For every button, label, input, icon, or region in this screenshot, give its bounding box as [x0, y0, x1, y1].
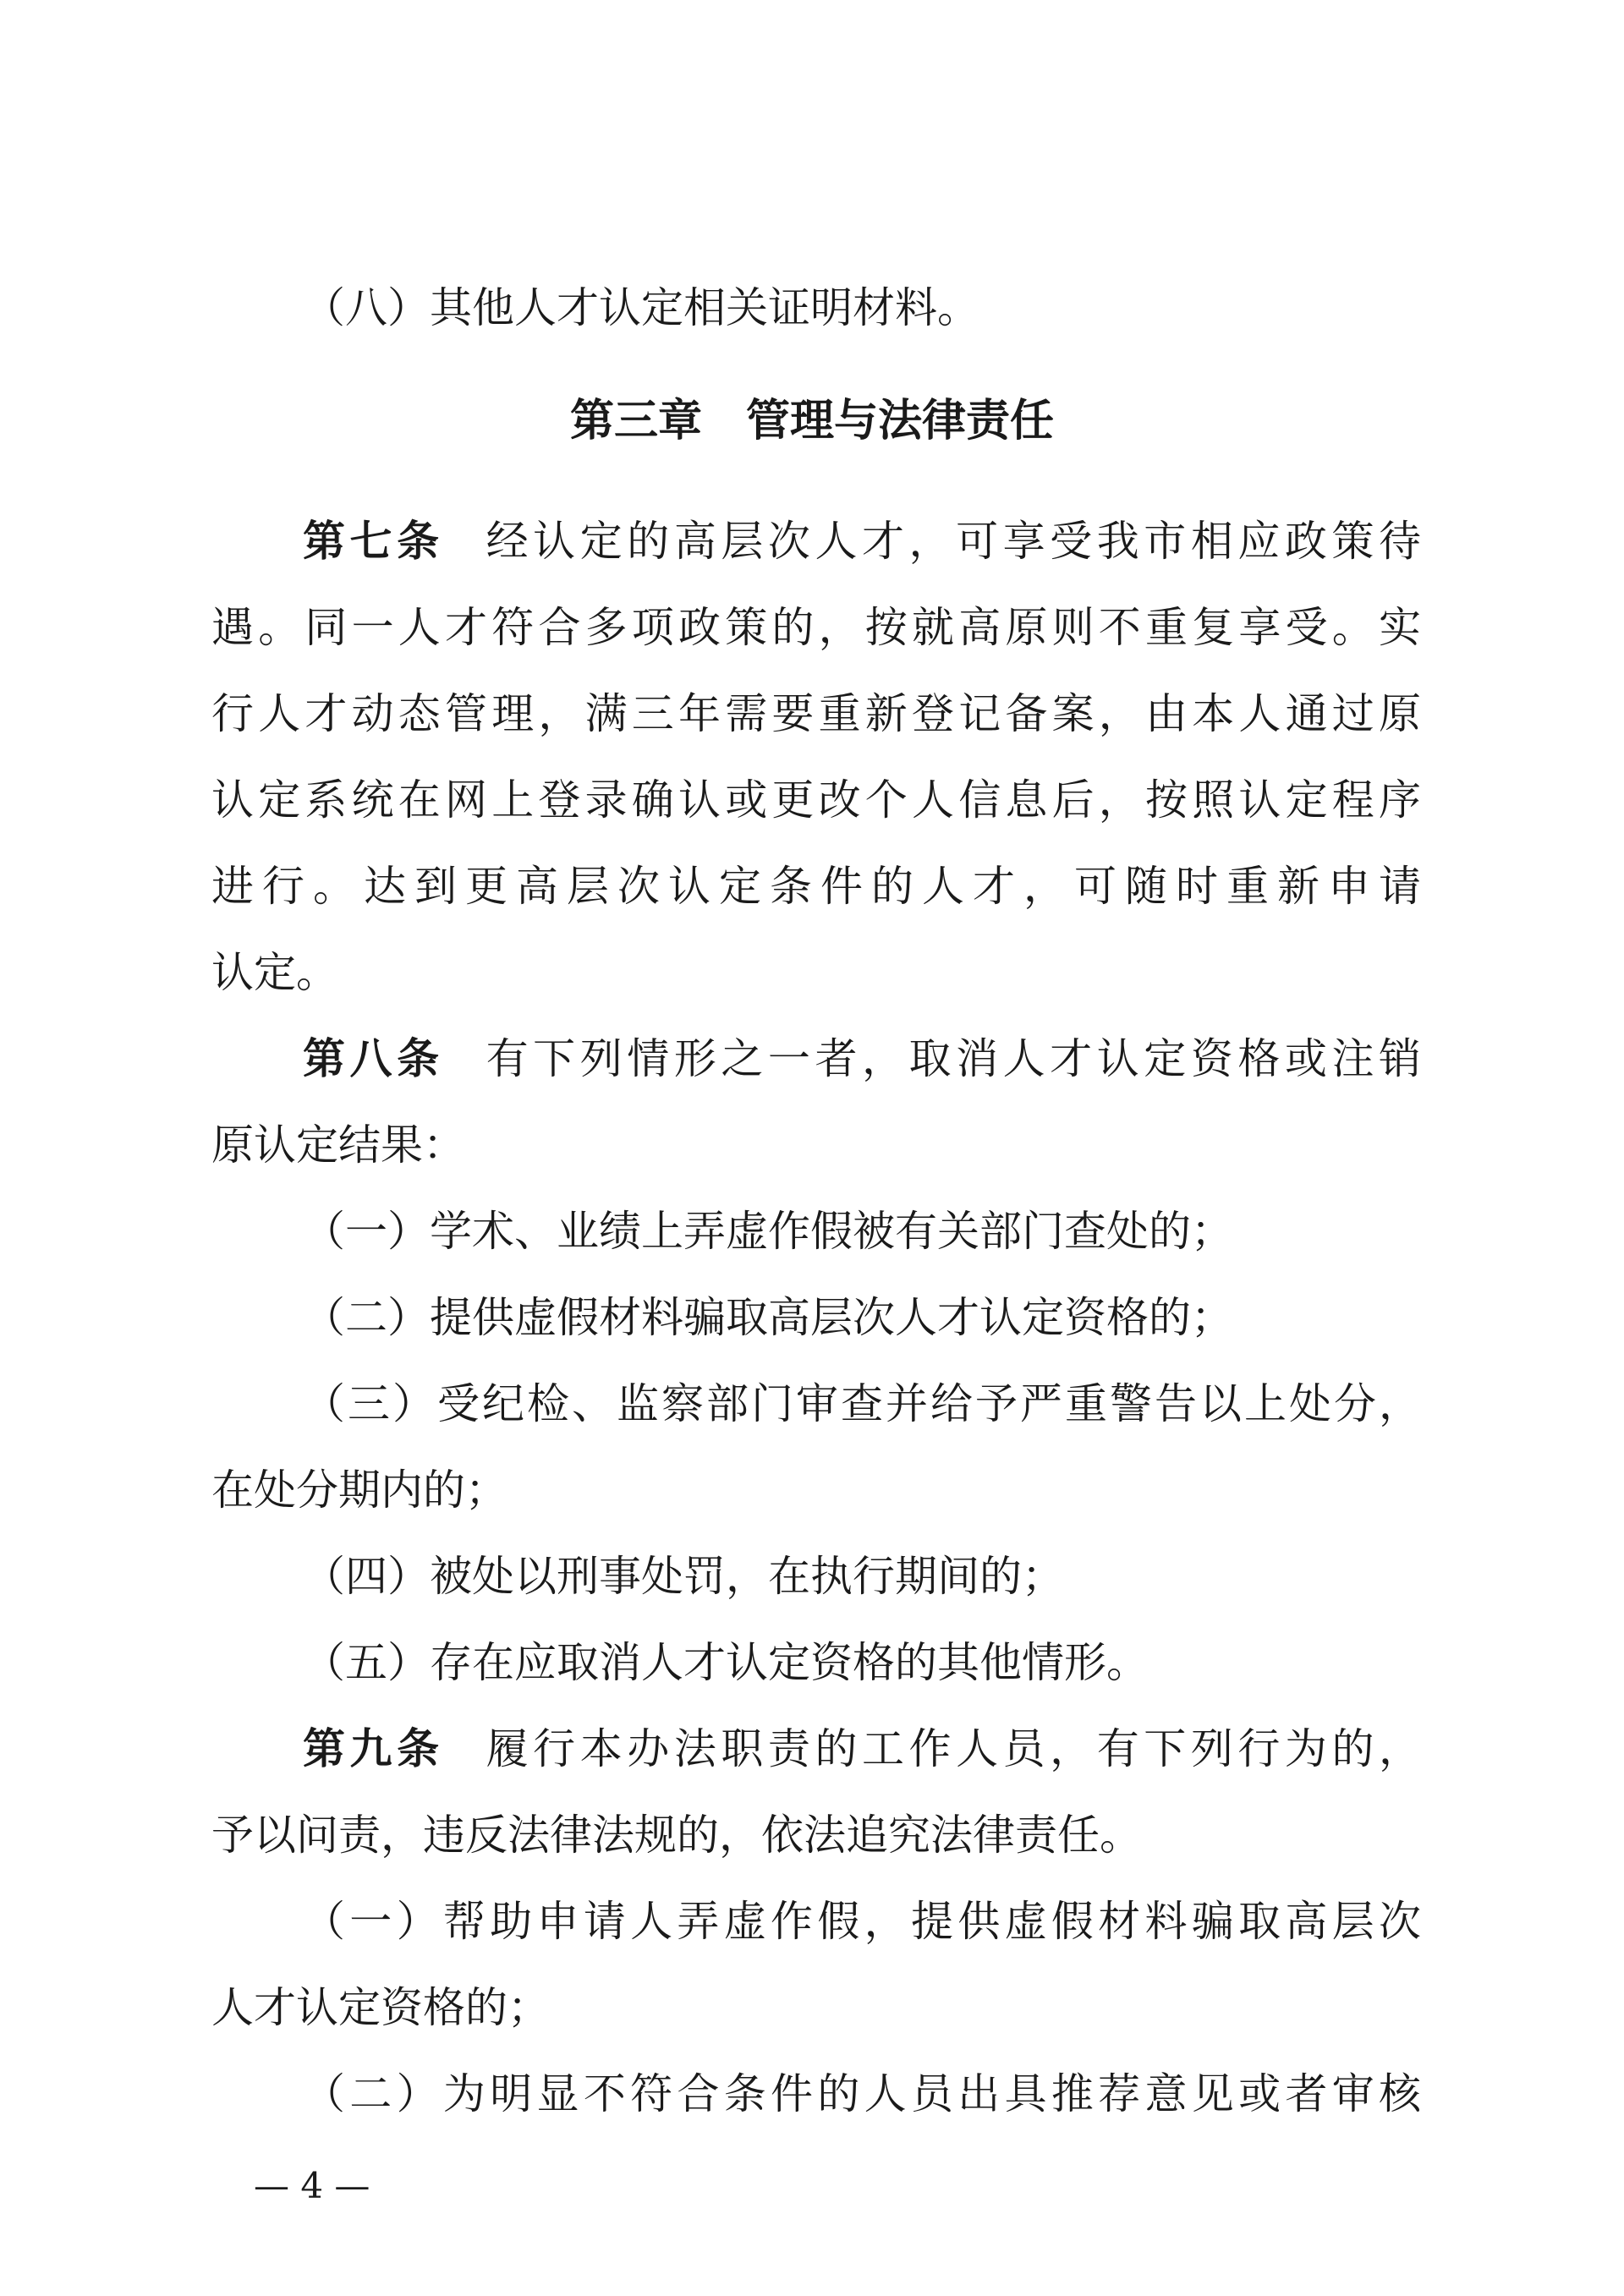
article-9-item-1-cont: 人才认定资格的； [211, 1983, 550, 2032]
article-7-line2: 遇。同一人才符合多项政策的，按就高原则不重复享受。实 [211, 603, 1421, 652]
article-7-line1: 经认定的高层次人才，可享受我市相应政策待 [486, 517, 1421, 566]
article-8-head: 第八条 [303, 1034, 444, 1083]
article-7-head: 第七条 [303, 517, 444, 566]
article-8-item-1: （一）学术、业绩上弄虚作假被有关部门查处的； [303, 1207, 1233, 1256]
page-number: — 4 — [254, 2165, 370, 2206]
chapter-title: 第三章 管理与法律责任 [569, 396, 1054, 447]
article-7-line5: 进行。达到更高层次认定条件的人才，可随时重新申请 [211, 862, 1421, 911]
article-7-line4: 认定系统在网上登录确认或更改个人信息后，按照认定程序 [211, 775, 1421, 825]
article-7-line6: 认定。 [211, 948, 338, 997]
article-9-item-1: （一）帮助申请人弄虚作假，提供虚假材料骗取高层次 [303, 1897, 1421, 1946]
article-9-first-line [303, 1723, 1421, 1774]
article-8-item-4: （四）被处以刑事处罚，在执行期间的； [303, 1552, 1064, 1601]
article-8-item-3: （三）受纪检、监察部门审查并给予严重警告以上处分， [303, 1379, 1421, 1428]
article-9-item-2: （二）为明显不符合条件的人员出具推荐意见或者审核 [303, 2069, 1421, 2118]
article-8-item-5: （五）存在应取消人才认定资格的其他情形。 [303, 1638, 1149, 1687]
article-9-head: 第九条 [303, 1724, 444, 1773]
article-8-line2: 原认定结果： [211, 1121, 465, 1170]
article-9-line2: 予以问责，违反法律法规的，依法追究法律责任。 [211, 1811, 1142, 1860]
article-8-item-2: （二）提供虚假材料骗取高层次人才认定资格的； [303, 1293, 1233, 1342]
item-8-line: （八）其他人才认定相关证明材料。 [303, 283, 979, 332]
article-8-item-3-cont: 在处分期内的； [211, 1466, 508, 1515]
article-9-line1: 履行本办法职责的工作人员，有下列行为的， [486, 1724, 1421, 1773]
article-7-line3: 行人才动态管理，满三年需要重新登记备案，由本人通过原 [211, 689, 1421, 738]
article-8-line1: 有下列情形之一者，取消人才认定资格或注销 [486, 1034, 1421, 1083]
article-7-first-line [303, 516, 1421, 567]
article-8-first-line [303, 1033, 1421, 1084]
